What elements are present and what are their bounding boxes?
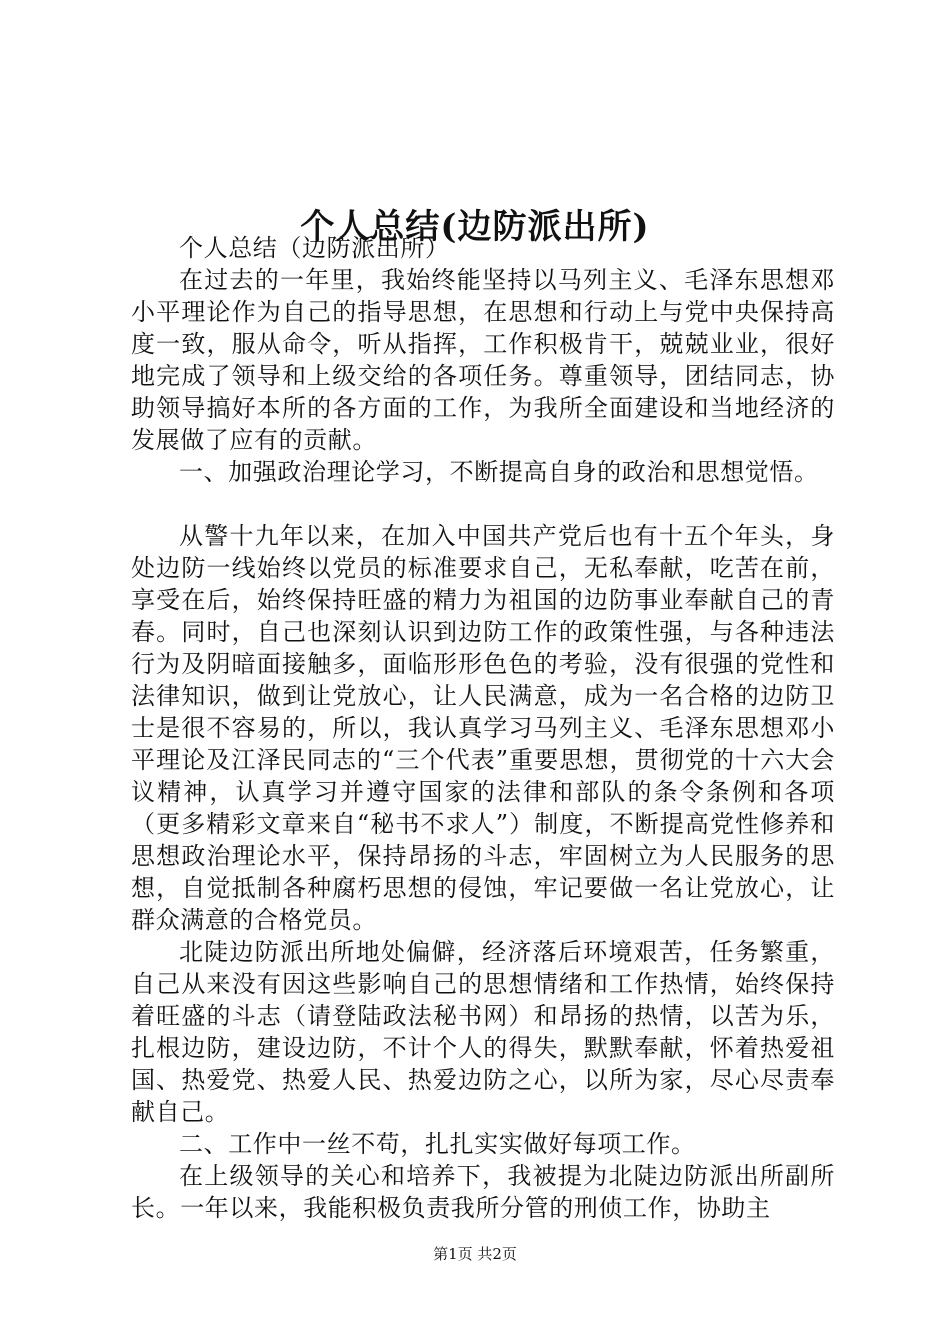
body-paragraph: 从警十九年以来，在加入中国共产党后也有十五个年头，身处边防一线始终以党员的标准要求自己，无私奉献，吃苦在前，享受在后，始终保持旺盛的精力为祖国的边防事业奉献自己的青春。同时，自己也深刻认识到边防工作的政策性强，与各种违法行为及阴暗面接触多，面临形形色色的考验，没有很强的党性和法律知识，做到让党放心，让人民满意，成为一名合格的边防卫士是很不容易的，所以，我认真学习马列主义、毛泽东思想邓小平理论及江泽民同志的“三个代表”重要思想，贯彻党的十六大会议精神，认真学习并遵守国家的法律和部队的条令条例和各项（更多精彩文章来自“秘书不求人”）制度，不断提高党性修养和思想政治理论水平，保持昂扬的斗志，牢固树立为人民服务的思想，自觉抵制各种腐朽思想的侵蚀，牢记要做一名让党放心，让群众满意的合格党员。 — [131, 522, 835, 934]
body-paragraph: 在过去的一年里，我始终能坚持以马列主义、毛泽东思想邓小平理论作为自己的指导思想，在思想和行动上与党中央保持高度一致，服从命令，听从指挥，工作积极肯干，兢兢业业，很好地完成了领导和上级交给的各项任务。尊重领导，团结同志，协助领导搞好本所的各方面的工作，为我所全面建设和当地经济的发展做了应有的贡献。 — [131, 266, 835, 454]
section-heading-2: 二、工作中一丝不苟，扎扎实实做好每项工作。 — [179, 1130, 696, 1158]
document-title: 个人总结(边防派出所) — [300, 206, 650, 247]
page-number-footer: 第1页 共2页 — [433, 1245, 517, 1263]
body-paragraph: 在上级领导的关心和培养下，我被提为北陡边防派出所副所长。一年以来，我能积极负责我所分管的刑侦工作，协助主 — [131, 1162, 835, 1222]
body-paragraph: 北陡边防派出所地处偏僻，经济落后环境艰苦，任务繁重，自己从来没有因这些影响自己的思想情绪和工作热情，始终保持着旺盛的斗志（请登陆政法秘书网）和昂扬的热情，以苦为乐，扎根边防，建设边防，不计个人的得失，默默奉献，怀着热爱祖国、热爱党、热爱人民、热爱边防之心，以所为家，尽心尽责奉献自己。 — [131, 938, 835, 1126]
document-body — [131, 232, 835, 1224]
section-heading-1: 一、加强政治理论学习，不断提高自身的政治和思想觉悟。 — [179, 458, 819, 486]
subtitle-paragraph: 个人总结（边防派出所） — [179, 234, 450, 262]
